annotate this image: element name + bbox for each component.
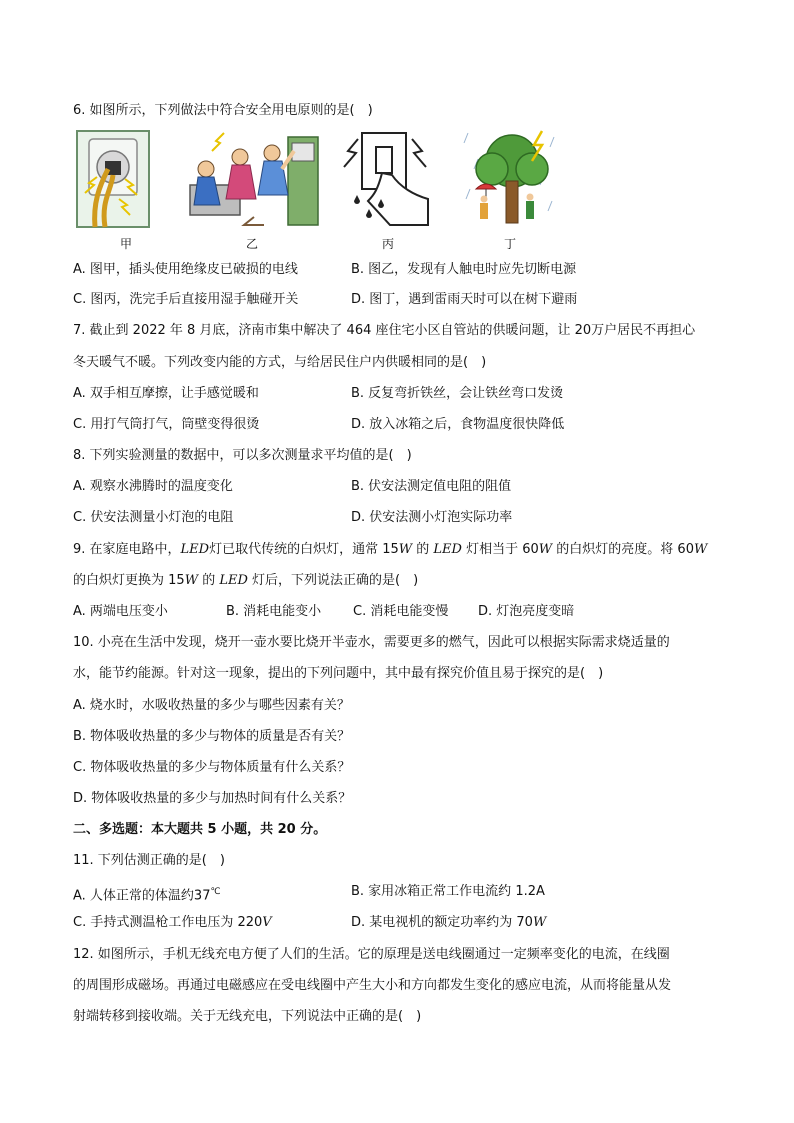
q10-option-a[interactable]: A. 烧水时，水吸收热量的多少与哪些因素有关？ bbox=[73, 698, 350, 713]
q11-unit-volt: V bbox=[262, 915, 272, 930]
q9-text: 的 bbox=[198, 573, 220, 588]
q11-option-c-text: C. 手持式测温枪工作电压为 220 bbox=[73, 915, 263, 930]
electric-shock-rescue-icon bbox=[184, 129, 324, 229]
q9-option-b[interactable]: B. 消耗电能变小 bbox=[226, 604, 322, 619]
q9-led: LED bbox=[219, 573, 248, 588]
q11-unit-watt: W bbox=[532, 915, 547, 930]
q11-option-d[interactable] bbox=[351, 914, 546, 932]
q6-option-c[interactable]: C. 图丙，洗完手后直接用湿手触碰开关 bbox=[73, 292, 299, 307]
q9-unit-w: W bbox=[398, 542, 413, 557]
q8-option-c[interactable]: C. 伏安法测量小灯泡的电阻 bbox=[73, 510, 234, 525]
q12-stem-line3: 射端转移到接收端。关于无线充电，下列说法中正确的是( ) bbox=[73, 1009, 422, 1024]
q10-option-b[interactable]: B. 物体吸收热量的多少与物体的质量是否有关？ bbox=[73, 729, 351, 744]
q9-text: 的白炽灯的亮度。将 60 bbox=[552, 542, 694, 557]
q8-option-b[interactable]: B. 伏安法测定值电阻的阻值 bbox=[351, 479, 512, 494]
q10-option-d[interactable]: D. 物体吸收热量的多少与加热时间有什么关系？ bbox=[73, 791, 352, 806]
q9-text: 灯相当于 60 bbox=[461, 542, 539, 557]
q9-text: 灯后，下列说法正确的是( ) bbox=[247, 573, 419, 588]
figure-caption-bing: 丙 bbox=[382, 237, 395, 251]
q11-stem: 11. 下列估测正确的是( ) bbox=[73, 853, 225, 868]
q9-unit-w: W bbox=[693, 542, 708, 557]
section-title-multi-choice: 二、多选题：本大题共 5 小题，共 20 分。 bbox=[73, 822, 327, 837]
q7-option-d[interactable]: D. 放入冰箱之后，食物温度很快降低 bbox=[351, 417, 565, 432]
q11-option-c[interactable] bbox=[73, 914, 272, 932]
q11-unit-celsius: ℃ bbox=[210, 887, 221, 897]
figure-caption-ding: 丁 bbox=[504, 237, 517, 251]
q11-option-a[interactable] bbox=[73, 883, 221, 905]
q9-option-c[interactable]: C. 消耗电能变慢 bbox=[353, 604, 449, 619]
q9-stem-line2 bbox=[73, 572, 418, 590]
tree-lightning-rain-icon bbox=[462, 129, 560, 229]
q8-stem: 8. 下列实验测量的数据中，可以多次测量求平均值的是( ) bbox=[73, 448, 412, 463]
q7-option-b[interactable]: B. 反复弯折铁丝，会让铁丝弯口发烫 bbox=[351, 386, 564, 401]
q12-stem-line1: 12. 如图所示，手机无线充电方便了人们的生活。它的原理是送电线圈通过一定频率变化的电流，在线圈 bbox=[73, 947, 670, 962]
q9-led: LED bbox=[180, 542, 210, 557]
q6-option-d[interactable]: D. 图丁，遇到雷雨天时可以在树下避雨 bbox=[351, 292, 578, 307]
q6-option-b[interactable]: B. 图乙，发现有人触电时应先切断电源 bbox=[351, 262, 577, 277]
q10-stem-line1: 10. 小亮在生活中发现，烧开一壶水要比烧开半壶水，需要更多的燃气，因此可以根据实际需求烧适量的 bbox=[73, 635, 670, 650]
figure-caption-jia: 甲 bbox=[120, 237, 133, 251]
q9-text: 9. 在家庭电路中， bbox=[73, 542, 181, 557]
q9-unit-w: W bbox=[538, 542, 553, 557]
q9-text: 灯已取代传统的白炽灯，通常 15 bbox=[209, 542, 399, 557]
q8-option-d[interactable]: D. 伏安法测小灯泡实际功率 bbox=[351, 510, 513, 525]
q7-option-c[interactable]: C. 用打气筒打气，筒壁变得很烫 bbox=[73, 417, 260, 432]
q11-option-b[interactable]: B. 家用冰箱正常工作电流约 1.2A bbox=[351, 884, 545, 899]
q7-stem-line1: 7. 截止到 2022 年 8 月底，济南市集中解决了 464 座住宅小区自管站的供暖问题，让 20万户居民不再担心 bbox=[73, 323, 696, 338]
q9-text: 的 bbox=[412, 542, 434, 557]
q9-option-a[interactable]: A. 两端电压变小 bbox=[73, 604, 168, 619]
figure-caption-yi: 乙 bbox=[246, 237, 259, 251]
q9-unit-w: W bbox=[184, 573, 199, 588]
q8-option-a[interactable]: A. 观察水沸腾时的温度变化 bbox=[73, 479, 233, 494]
q12-stem-line2: 的周围形成磁场。再通过电磁感应在受电线圈中产生大小和方向都发生变化的感应电流，从而将能量从发 bbox=[73, 978, 672, 993]
wet-hand-switch-icon bbox=[338, 129, 434, 229]
q10-stem-line2: 水，能节约能源。针对这一现象，提出的下列问题中，其中最有探究价值且易于探究的是( ) bbox=[73, 666, 604, 681]
q10-option-c[interactable]: C. 物体吸收热量的多少与物体质量有什么关系？ bbox=[73, 760, 351, 775]
q9-option-d[interactable]: D. 灯泡亮度变暗 bbox=[478, 604, 575, 619]
q9-text: 的白炽灯更换为 15 bbox=[73, 573, 185, 588]
q7-option-a[interactable]: A. 双手相互摩擦，让手感觉暖和 bbox=[73, 386, 259, 401]
q11-option-a-text: A. 人体正常的体温约37 bbox=[73, 888, 211, 904]
q6-option-a[interactable]: A. 图甲，插头使用绝缘皮已破损的电线 bbox=[73, 262, 298, 277]
q11-option-d-text: D. 某电视机的额定功率约为 70 bbox=[351, 915, 533, 930]
damaged-plug-icon bbox=[75, 129, 151, 229]
q7-stem-line2: 冬天暖气不暖。下列改变内能的方式，与给居民住户内供暖相同的是( ) bbox=[73, 355, 487, 370]
q9-led: LED bbox=[433, 542, 462, 557]
q6-stem: 6. 如图所示，下列做法中符合安全用电原则的是( ) bbox=[73, 103, 373, 118]
q9-stem-line1 bbox=[73, 541, 707, 559]
